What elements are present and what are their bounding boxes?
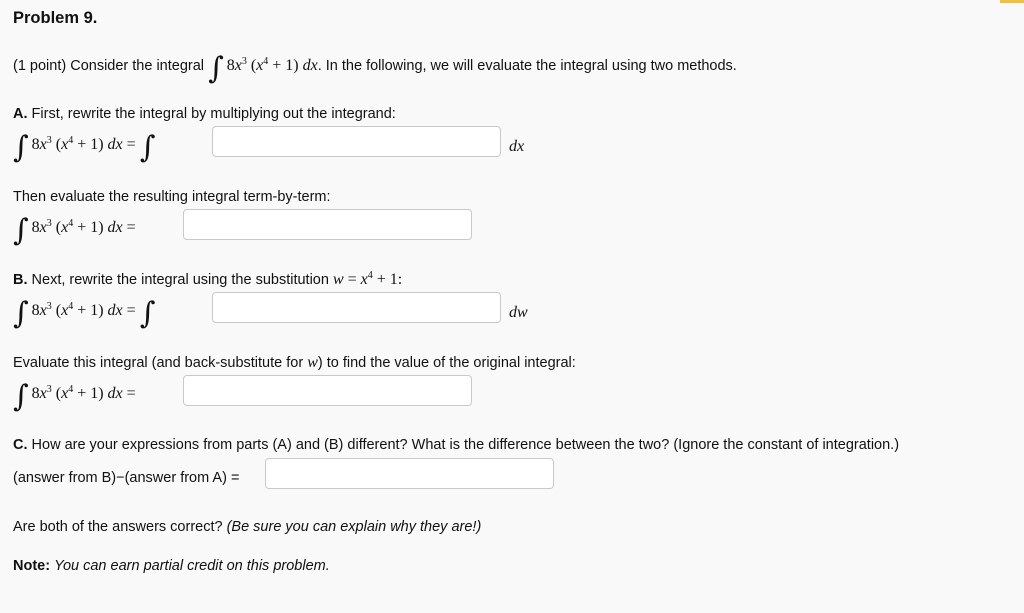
integral-sign-icon: ∫ (13, 379, 29, 414)
part-b-result-input[interactable] (183, 375, 472, 406)
part-a-lhs: ∫ $8x^3$ $(x^4 + 1)$ dx = ∫ (13, 130, 156, 165)
intro-tail: . In the following, we will evaluate the integral using two methods. (317, 58, 737, 74)
part-a-unit: dx (509, 138, 525, 155)
points-label: (1 point) Consider the integral (13, 58, 205, 74)
intro-integral: ∫ $8x^3$ $(x^4 + 1)$ dx (208, 51, 318, 86)
part-c-diff-label: (answer from B)−(answer from A) = (13, 470, 240, 486)
integral-sign-icon: ∫ (13, 296, 29, 331)
problem-title: Problem 9. (13, 9, 98, 27)
part-b-prompt: B. Next, rewrite the integral using the substitution $w = x^4 + 1$: (13, 270, 403, 288)
partial-credit-note: Note: You can earn partial credit on this problem. (13, 558, 330, 574)
part-a-integrand-input[interactable] (212, 126, 501, 157)
part-c-difference-input[interactable] (265, 458, 554, 489)
part-b-integrand-input[interactable] (212, 292, 501, 323)
integral-sign-icon: ∫ (139, 296, 156, 331)
part-a-prompt: A. First, rewrite the integral by multiplying out the integrand: (13, 106, 396, 122)
integral-sign-icon: ∫ (208, 51, 224, 86)
part-a-result-lhs: ∫ $8x^3$ $(x^4 + 1)$ dx = (13, 213, 136, 248)
part-b-lhs: ∫ $8x^3$ $(x^4 + 1)$ dx = ∫ (13, 296, 156, 331)
part-b-result-lhs: ∫ $8x^3$ $(x^4 + 1)$ dx = (13, 379, 136, 414)
part-a-then-text: Then evaluate the resulting integral term-by-term: (13, 189, 331, 205)
part-c-prompt: C. How are your expressions from parts (A) and (B) different? What is the difference between the two? (Ignore the constant of integration.) (13, 437, 900, 453)
integral-sign-icon: ∫ (13, 213, 29, 248)
problem-intro (13, 52, 737, 84)
integral-sign-icon: ∫ (139, 130, 156, 165)
accent-bar (1000, 0, 1024, 3)
both-correct-question: Are both of the answers correct? (Be sure you can explain why they are!) (13, 519, 482, 535)
part-b-unit: dw (509, 304, 528, 321)
integral-sign-icon: ∫ (13, 130, 29, 165)
part-b-eval-text: Evaluate this integral (and back-substitute for w) to find the value of the original integral: (13, 354, 576, 371)
part-a-result-input[interactable] (183, 209, 472, 240)
